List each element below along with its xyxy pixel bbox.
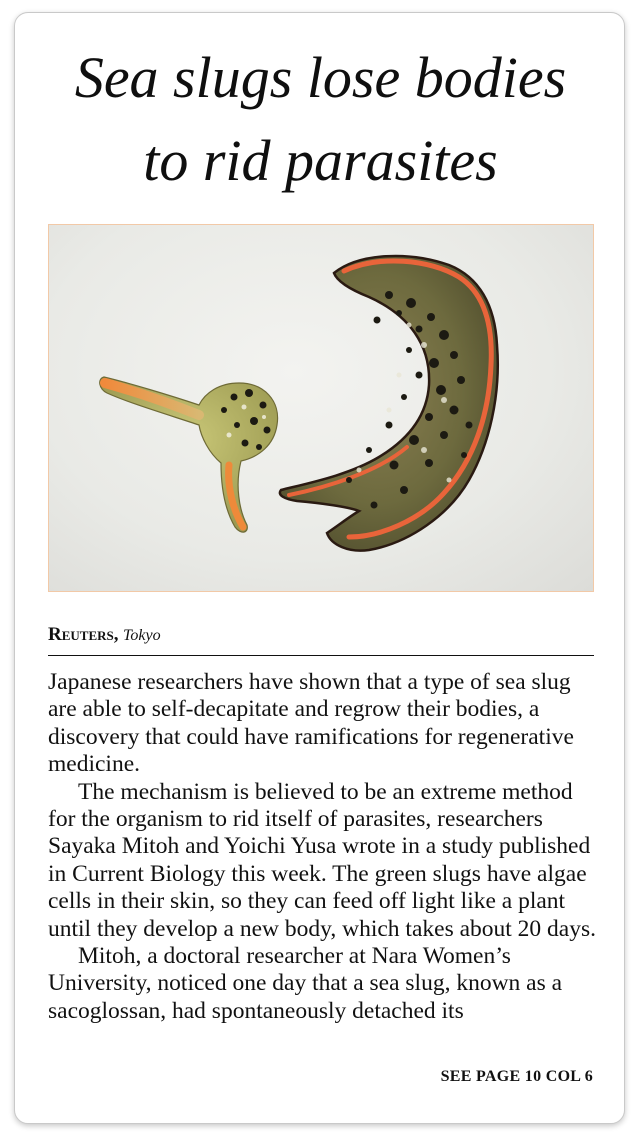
byline-location: Tokyo xyxy=(123,627,161,644)
headline-line-1: Sea slugs lose bodies xyxy=(74,45,567,110)
article-body xyxy=(48,669,604,1025)
paragraph-1: Japanese researchers have shown that a type of sea slug are able to self-decapitate and regrow their bodies, a discovery that could have ramifications for regenerative medicine. xyxy=(48,669,574,778)
headline-line-2: to rid parasites xyxy=(143,128,498,193)
byline-rule xyxy=(48,655,594,656)
sea-slug-photo xyxy=(48,224,594,592)
headline xyxy=(0,36,641,202)
paragraph-2: The mechanism is believed to be an extreme method for the organism to rid itself of parasites, researchers Sayaka Mitoh and Yoichi Yusa wrote in a study published in Current Biology this week. The green slugs have algae cells in their skin, so they can feed off light like a plant until they develop a new body, which takes about 20 days. xyxy=(48,778,596,942)
byline-agency: Reuters, xyxy=(48,624,119,645)
paragraph-3: Mitoh, a doctoral researcher at Nara Women’s University, noticed one day that a sea slug, known as a sacoglossan, had spontaneously detached its xyxy=(48,943,563,1024)
byline xyxy=(48,624,161,646)
continuation-line: SEE PAGE 10 COL 6 xyxy=(440,1068,593,1085)
